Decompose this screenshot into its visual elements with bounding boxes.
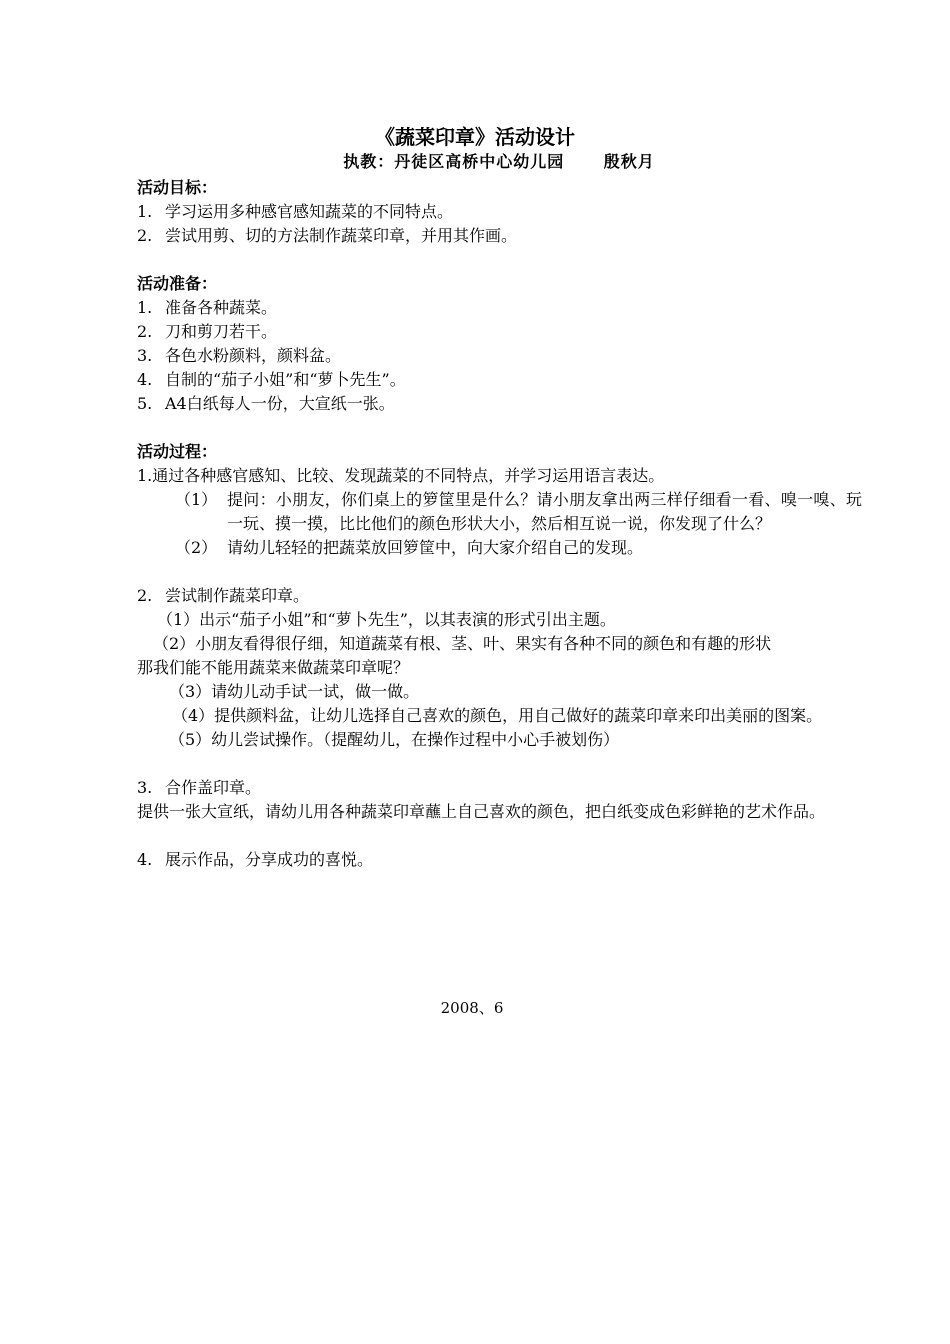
spacer <box>137 560 862 584</box>
step2-title-row <box>137 584 862 608</box>
prep-text: 自制的“茄子小姐”和“萝卜先生”。 <box>165 370 406 389</box>
prep-number: 1. <box>137 298 153 317</box>
prep-text: A4白纸每人一份，大宣纸一张。 <box>165 394 395 413</box>
step1-sub-text: 提问：小朋友，你们桌上的箩筐里是什么？请小朋友拿出两三样仔细看一看、嗅一嗅、玩一玩、摸一摸，比比他们的颜色形状大小，然后相互说一说，你发现了什么？ <box>227 490 862 533</box>
prep-number: 3. <box>137 346 153 365</box>
prep-number: 4. <box>137 370 153 389</box>
author-byline: 执教：丹徒区高桥中心幼儿园 殷秋月 <box>343 152 655 171</box>
step3-title: 合作盖印章。 <box>165 778 262 797</box>
document-body <box>137 176 862 872</box>
goal-number: 1. <box>137 202 153 221</box>
document-date: 2008、6 <box>440 999 504 1017</box>
step1-sub-text: 请幼儿轻轻的把蔬菜放回箩筐中，向大家介绍自己的发现。 <box>227 538 644 557</box>
prep-item <box>137 344 862 368</box>
step2-sub5: （5）幼儿尝试操作。（提醒幼儿，在操作过程中小心手被划伤） <box>169 730 620 749</box>
step2-sub4: （4）提供颜料盆，让幼儿选择自己喜欢的颜色，用自己做好的蔬菜印章来印出美丽的图案。 <box>172 706 823 725</box>
prep-number: 5. <box>137 394 153 413</box>
process-heading: 活动过程： <box>137 442 218 461</box>
prep-item <box>137 296 862 320</box>
goal-text: 尝试用剪、切的方法制作蔬菜印章，并用其作画。 <box>165 226 518 245</box>
prep-item <box>137 392 862 416</box>
step2-title: 尝试制作蔬菜印章。 <box>165 586 310 605</box>
prep-text: 各色水粉颜料，颜料盆。 <box>165 346 342 365</box>
step1-sub-number: （1） <box>175 490 218 509</box>
goals-heading: 活动目标： <box>137 178 218 197</box>
step1-sub-item <box>137 536 862 560</box>
goal-text: 学习运用多种感官感知蔬菜的不同特点。 <box>165 202 454 221</box>
step2-sub2-line1: （2）小朋友看得很仔细，知道蔬菜有根、茎、叶、果实有各种不同的颜色和有趣的形状 <box>153 634 772 653</box>
prep-item <box>137 368 862 392</box>
document-title: 《蔬菜印章》活动设计 <box>375 125 575 149</box>
step1-sub-number: （2） <box>175 538 218 557</box>
step3-number: 3. <box>137 778 153 797</box>
step2-sub3: （3）请幼儿动手试一试，做一做。 <box>169 682 420 701</box>
step1-title: 1.通过各种感官感知、比较、发现蔬菜的不同特点，并学习运用语言表达。 <box>137 466 665 485</box>
prep-text: 准备各种蔬菜。 <box>165 298 278 317</box>
spacer <box>137 416 862 440</box>
goal-number: 2. <box>137 226 153 245</box>
prep-text: 刀和剪刀若干。 <box>165 322 278 341</box>
step1-sub-item <box>137 488 862 536</box>
prep-number: 2. <box>137 322 153 341</box>
step4-title: 展示作品，分享成功的喜悦。 <box>165 850 374 869</box>
prep-heading: 活动准备： <box>137 274 218 293</box>
spacer <box>137 752 862 776</box>
step2-number: 2. <box>137 586 153 605</box>
step3-title-row <box>137 776 862 800</box>
spacer <box>137 248 862 272</box>
step4-number: 4. <box>137 850 153 869</box>
spacer <box>137 824 862 848</box>
goal-item <box>137 224 862 248</box>
prep-item <box>137 320 862 344</box>
step2-sub1: （1）出示“茄子小姐”和“萝卜先生”，以其表演的形式引出主题。 <box>157 610 616 629</box>
step2-sub2-line2: 那我们能不能用蔬菜来做蔬菜印章呢？ <box>137 658 410 677</box>
goal-item <box>137 200 862 224</box>
step4-title-row <box>137 848 862 872</box>
step3-text: 提供一张大宣纸，请幼儿用各种蔬菜印章蘸上自己喜欢的颜色，把白纸变成色彩鲜艳的艺术作品。 <box>137 802 826 821</box>
